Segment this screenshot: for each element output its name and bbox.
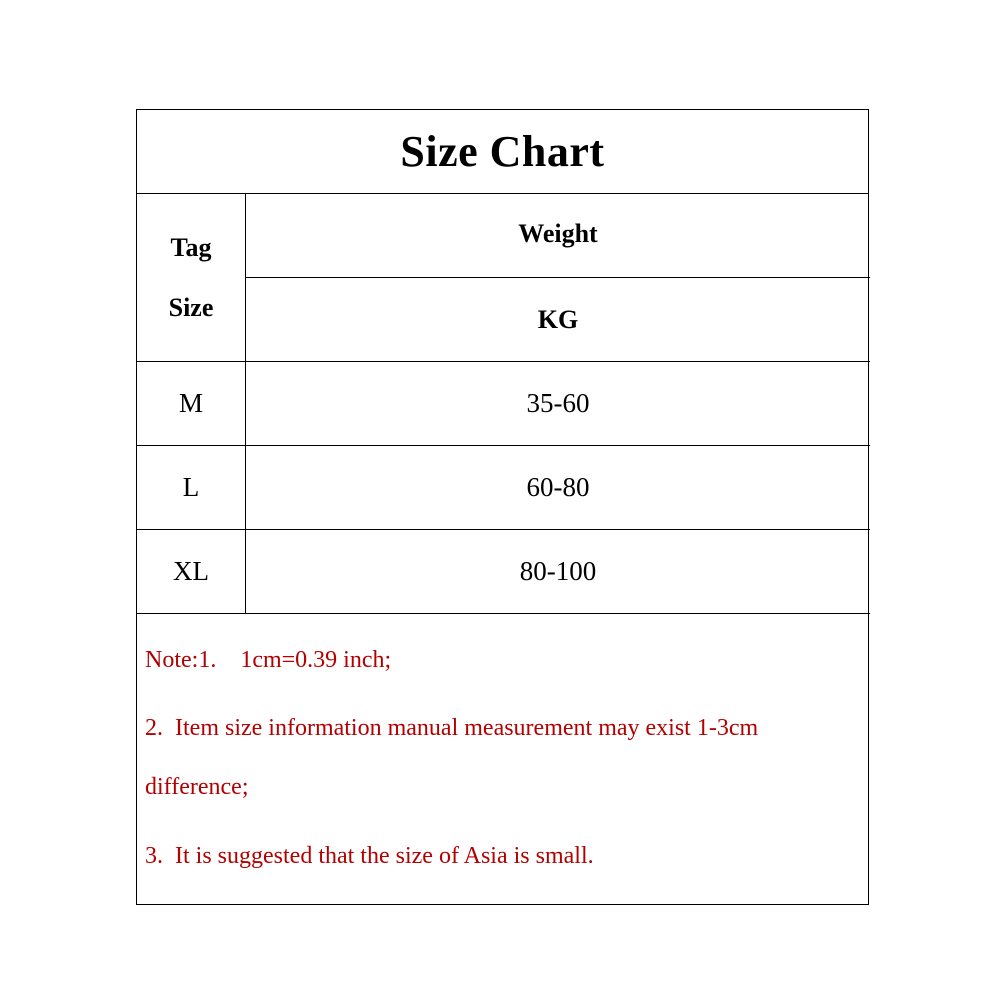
size-table: [137, 194, 868, 613]
table-row-size: [137, 446, 246, 530]
table-row-weight: [246, 446, 870, 530]
weight-header-label: Weight: [518, 218, 598, 248]
title-row: [137, 110, 868, 194]
weight-value: 60-80: [526, 472, 590, 502]
weight-value: 35-60: [526, 388, 590, 418]
table-row-weight: [246, 530, 870, 614]
weight-header: [246, 194, 870, 278]
size-label: M: [178, 388, 203, 418]
size-label: XL: [173, 556, 209, 586]
tag-header-line-1: Tag: [170, 232, 212, 262]
unit-header: [246, 278, 870, 362]
table-row-size: [137, 530, 246, 614]
note-line: Note:1. 1cm=0.39 inch;: [145, 647, 392, 673]
table-row-weight: [246, 362, 870, 446]
unit-header-label: KG: [537, 304, 579, 334]
notes-section: [137, 613, 868, 906]
table-row-size: [137, 362, 246, 446]
weight-value: 80-100: [519, 556, 597, 586]
size-chart-sheet: [136, 109, 869, 905]
tag-header-line-2: Size: [168, 292, 214, 322]
tag-size-header: [137, 194, 246, 362]
note-line: 3. It is suggested that the size of Asia is small.: [145, 843, 594, 869]
page-title: Size Chart: [400, 127, 605, 176]
note-line: 2. Item size information manual measurement may exist 1-3cm: [145, 715, 759, 741]
size-label: L: [182, 472, 200, 502]
note-line: difference;: [145, 774, 249, 800]
